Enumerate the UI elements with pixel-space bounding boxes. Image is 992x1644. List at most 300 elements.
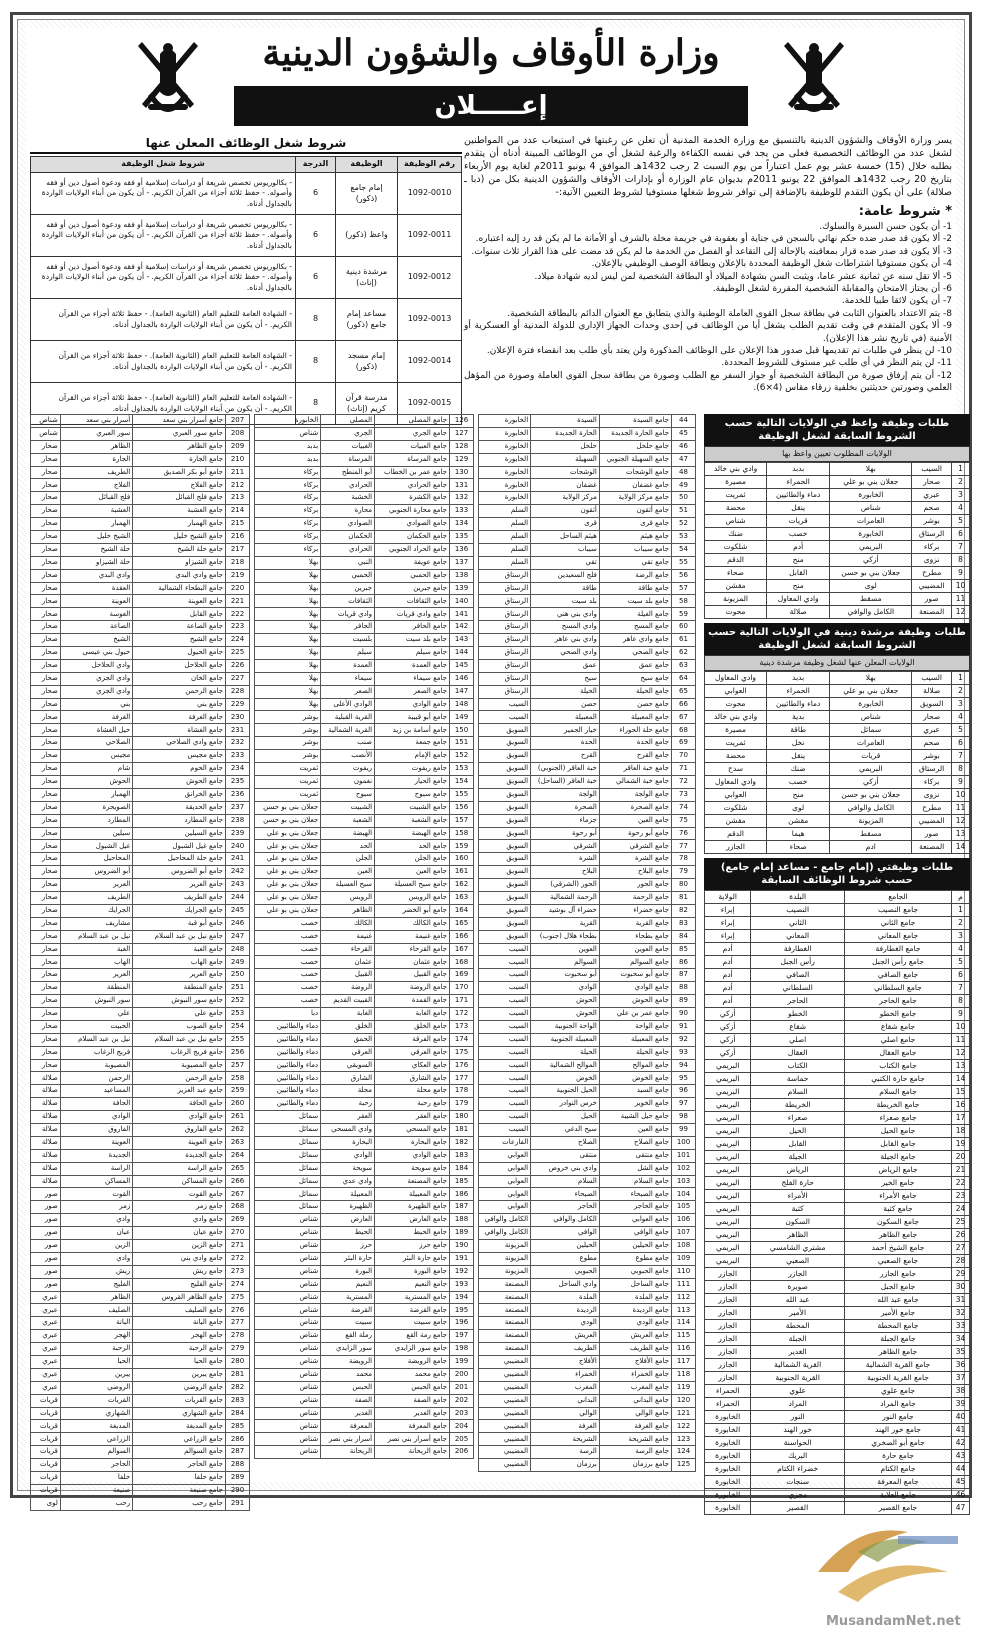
wilayat-cell: الحواسنة — [751, 1437, 845, 1450]
mosque-wilayat: صحار — [31, 582, 61, 595]
wilayat-cell: صعراء — [751, 1112, 845, 1125]
mosque-town: وادي بني خروص — [531, 1162, 600, 1175]
mosque-row — [255, 1368, 474, 1381]
mosque-table — [30, 414, 250, 1511]
mosque-town: الحاجر — [60, 1459, 132, 1472]
mosque-row — [31, 518, 250, 531]
mosque-town: سور النبوش — [60, 995, 132, 1008]
mosque-wilayat: صحار — [31, 505, 61, 518]
wilayat-cell: جامع القرية الشمالية — [844, 1359, 951, 1372]
mosque-row — [255, 492, 474, 505]
wilayat-cell: القرية الجنوبية — [751, 1372, 845, 1385]
mosque-town: الرويس — [321, 891, 375, 904]
mosque-number: 275 — [226, 1291, 250, 1304]
mosque-row — [479, 647, 696, 660]
mosque-number: 252 — [226, 995, 250, 1008]
mosque-name: جامع المعرفة — [375, 1420, 450, 1433]
mosque-row — [31, 1085, 250, 1098]
header-title: الوظيفة — [336, 157, 398, 173]
mosque-number: 274 — [226, 1278, 250, 1291]
wilayat-cell: المصنعة — [912, 606, 952, 619]
row-number: 30 — [952, 1281, 970, 1294]
murshida-subtitle: الولايات المعلن عنها لشغل وظيفة مرشدة دينية — [704, 655, 970, 671]
mosque-wilayat: السيب — [479, 956, 531, 969]
mosque-wilayat: شناص — [255, 1420, 321, 1433]
mosque-row — [479, 840, 696, 853]
mosque-wilayat: الرستاق — [479, 569, 531, 582]
mosque-number: 70 — [672, 750, 696, 763]
mosque-number: 238 — [226, 814, 250, 827]
mosque-number: 211 — [226, 466, 250, 479]
mosque-town: السيدة — [531, 415, 600, 428]
mosque-number: 172 — [450, 1007, 474, 1020]
mosque-name: جامع وادي البدي — [133, 569, 226, 582]
wilayat-cell: جامع رأس الجبل — [844, 956, 951, 969]
wilayat-cell: العامرات — [830, 515, 912, 528]
imam-row — [705, 1411, 970, 1424]
mosque-row — [255, 1214, 474, 1227]
mosque-wilayat: بركاء — [255, 531, 321, 544]
vacancy-panel — [704, 414, 970, 1515]
mosque-town: البداني — [531, 1394, 600, 1407]
wilayat-cell: العوابي — [705, 685, 767, 698]
wilayat-cell: قريات — [767, 515, 830, 528]
mosque-town: نيل بن عبد السلام — [60, 1033, 132, 1046]
mosque-wilayat: شناص — [255, 1433, 321, 1446]
mosque-town: وادي الجزي — [60, 672, 132, 685]
mosque-row — [479, 1136, 696, 1149]
job-title: إمام مسجد (ذكور) — [336, 341, 398, 383]
mosque-row — [31, 1252, 250, 1265]
murshida-row — [705, 737, 970, 750]
mosque-row — [31, 672, 250, 685]
mosque-town: الصلاحي — [60, 737, 132, 750]
mosque-number: 251 — [226, 982, 250, 995]
row-number: 13 — [952, 828, 970, 841]
job-grade: 6 — [296, 173, 336, 215]
mosque-town: الشيخ — [60, 634, 132, 647]
mosque-row — [31, 453, 250, 466]
mosque-number: 244 — [226, 891, 250, 904]
imam-row — [705, 1216, 970, 1229]
mosque-row — [479, 1111, 696, 1124]
mosque-town: الهجر — [60, 1330, 132, 1343]
wilayat-cell: كثبة — [751, 1203, 845, 1216]
imam-row — [705, 1333, 970, 1346]
mosque-wilayat: بهلا — [255, 556, 321, 569]
mosque-row — [255, 982, 474, 995]
mosque-wilayat: السويق — [479, 879, 531, 892]
mosque-number: 280 — [226, 1356, 250, 1369]
mosque-town: المرساة — [321, 453, 375, 466]
mosque-name: جامع الحيلة — [599, 685, 671, 698]
mosque-wilayat: السويق — [479, 853, 531, 866]
mosque-name: جامع الحاجر — [133, 1459, 226, 1472]
mosque-town: علي — [60, 1007, 132, 1020]
job-conditions: - الشهادة العامة للتعليم العام (الثانوية العامة). - حفظ ثلاثة أجزاء من القرآن الكريم. - أن يكون من أبناء الولايات الواردة بالجداول أدناه. — [31, 383, 296, 425]
mosque-town: الحوش — [531, 1007, 600, 1020]
mosque-row — [255, 1240, 474, 1253]
wilayat-cell: صور — [912, 593, 952, 606]
mosque-town: خرس النوادر — [531, 1098, 600, 1111]
mosque-name: جامع رمة القع — [375, 1330, 450, 1343]
mosque-name: جامع القرية — [599, 917, 671, 930]
mosque-name: جامع الصيحاء — [599, 1188, 671, 1201]
row-number: 8 — [952, 554, 970, 567]
mosque-wilayat: خصب — [255, 995, 321, 1008]
mosque-town: منتقى — [531, 1149, 600, 1162]
mosque-name: جامع الحوم — [133, 763, 226, 776]
mosque-name: جامع فريج الرغاب — [133, 1046, 226, 1059]
mosque-row — [255, 1046, 474, 1059]
wilayat-cell: خضراء الكتام — [751, 1463, 845, 1476]
mosque-town: زمر — [60, 1201, 132, 1214]
mosque-town: الراسة — [60, 1162, 132, 1175]
mosque-name: جامع الحور — [599, 879, 671, 892]
mosque-town: وادي الصحي — [531, 647, 600, 660]
row-number: 18 — [952, 1125, 970, 1138]
mosque-town: الغبيات — [321, 440, 375, 453]
wa3iz-row — [705, 463, 970, 476]
mosque-number: 144 — [450, 647, 474, 660]
imam-row — [705, 1203, 970, 1216]
mosque-town: العوين — [531, 943, 600, 956]
ministry-title: وزارة الأوقاف والشؤون الدينية — [262, 32, 720, 74]
mosque-name: جامع العريش — [599, 1330, 671, 1343]
mosque-number: 223 — [226, 621, 250, 634]
mosque-name: جامع مطوع — [599, 1252, 671, 1265]
wilayat-cell: أزكي — [705, 1021, 751, 1034]
mosque-row — [479, 492, 696, 505]
mosque-wilayat: صحار — [31, 930, 61, 943]
wilayat-cell: السلطاني — [751, 982, 845, 995]
row-number: 5 — [952, 515, 970, 528]
mosque-name: جامع سيوح — [375, 788, 450, 801]
mosque-row — [31, 1330, 250, 1343]
mosque-number: 257 — [226, 1059, 250, 1072]
mosque-town: الجلن — [321, 853, 375, 866]
mosque-number: 93 — [672, 1046, 696, 1059]
mosque-town: محارة — [321, 505, 375, 518]
mosque-row — [255, 1007, 474, 1020]
mosque-wilayat: المضيبي — [479, 1420, 531, 1433]
imam-row — [705, 1073, 970, 1086]
mosque-town: الواحة الجنوبية — [531, 1020, 600, 1033]
mosque-wilayat: المصنعة — [479, 1330, 531, 1343]
mosque-row — [31, 1368, 250, 1381]
mosque-number: 213 — [226, 492, 250, 505]
mosque-wilayat: عبري — [31, 1343, 61, 1356]
mosque-wilayat: الخابورة — [479, 453, 531, 466]
mosque-town: الروضة — [321, 982, 375, 995]
mosque-name: جامع سيح — [599, 672, 671, 685]
wa3iz-row — [705, 502, 970, 515]
mosque-name: جامع الواحة — [599, 1020, 671, 1033]
mosque-row — [479, 775, 696, 788]
mosque-name: جامع الراسة — [133, 1162, 226, 1175]
mosque-wilayat: سمائل — [255, 1149, 321, 1162]
mosque-wilayat: صحار — [31, 634, 61, 647]
mosque-town: الحبس — [321, 1381, 375, 1394]
mosque-name: جامع العوينة — [133, 1136, 226, 1149]
mosque-number: 168 — [450, 956, 474, 969]
mosque-wilayat: السويق — [479, 737, 531, 750]
mosque-row — [31, 930, 250, 943]
mosque-number: 176 — [450, 1059, 474, 1072]
mosque-name: جامع الهاب — [133, 956, 226, 969]
mosque-row — [479, 1175, 696, 1188]
mosque-number: 219 — [226, 569, 250, 582]
row-number: 26 — [952, 1229, 970, 1242]
mosque-name: جامع السيلين — [133, 827, 226, 840]
wilayat-cell: جامع القصير — [844, 1502, 951, 1515]
wilayat-cell: علوي — [751, 1385, 845, 1398]
mosque-name: جامع الشارق — [375, 1072, 450, 1085]
mosque-number: 44 — [672, 415, 696, 428]
wilayat-cell: المضيبي — [912, 580, 952, 593]
mosque-town: الصلاح — [531, 1136, 600, 1149]
mosque-name: جامع بلد سيت — [599, 595, 671, 608]
mosque-number: 125 — [672, 1459, 696, 1472]
mosque-row — [479, 1162, 696, 1175]
imam-row — [705, 1372, 970, 1385]
row-number: 6 — [952, 969, 970, 982]
mosque-name: جامع عثمان — [375, 956, 450, 969]
mosque-number: 260 — [226, 1098, 250, 1111]
mosque-wilayat: دماء والطائيين — [255, 1046, 321, 1059]
wilayat-cell: الخابورة — [705, 1437, 751, 1450]
mosque-number: 235 — [226, 775, 250, 788]
wilayat-cell: الجازر — [705, 1333, 751, 1346]
mosque-wilayat: شناص — [255, 1446, 321, 1459]
mosque-town: الحمق — [321, 1033, 375, 1046]
header-code: رقم الوظيفة — [398, 157, 462, 173]
mosque-number: 95 — [672, 1072, 696, 1085]
mosque-name: جامع الوالي — [599, 1407, 671, 1420]
mosque-town: الصاعة — [60, 621, 132, 634]
mosque-town: المغرب — [531, 1381, 600, 1394]
row-number: 46 — [952, 1489, 970, 1502]
mosque-row — [479, 1343, 696, 1356]
row-number: 4 — [952, 502, 970, 515]
wilayat-cell: أدم — [767, 541, 830, 554]
mosque-row — [31, 1484, 250, 1497]
mosque-wilayat: المزيونة — [479, 1252, 531, 1265]
murshida-row — [705, 711, 970, 724]
job-code: 1092-0014 — [398, 341, 462, 383]
mosque-row — [479, 1098, 696, 1111]
imam-row — [705, 1177, 970, 1190]
mosque-row — [31, 440, 250, 453]
mosque-row — [31, 1459, 250, 1472]
mosque-town: مجيس — [60, 750, 132, 763]
mosque-town: العقر — [321, 1111, 375, 1124]
row-number: 10 — [952, 1021, 970, 1034]
mosque-town: الأنصب — [321, 750, 375, 763]
mosque-row — [255, 1111, 474, 1124]
mosque-wilayat: صحار — [31, 775, 61, 788]
mosque-row — [479, 1291, 696, 1304]
imam-row — [705, 1320, 970, 1333]
mosque-number: 115 — [672, 1330, 696, 1343]
mosque-wilayat: الخابورة — [255, 415, 321, 428]
mosque-wilayat: صحار — [31, 827, 61, 840]
mosque-wilayat: صحار — [31, 608, 61, 621]
mosque-name: جامع الغابة — [375, 1007, 450, 1020]
mosque-town: الثقافات — [321, 595, 375, 608]
mosque-number: 248 — [226, 943, 250, 956]
mosque-wilayat: العوابي — [479, 1162, 531, 1175]
mosque-wilayat: ثمريت — [255, 775, 321, 788]
mosque-number: 129 — [450, 453, 474, 466]
wilayat-cell: الرياض — [751, 1164, 845, 1177]
mosque-wilayat: بهلا — [255, 698, 321, 711]
mosque-row — [255, 801, 474, 814]
row-number: 31 — [952, 1294, 970, 1307]
wa3iz-title: طلبات وظيفة واعظ في الولايات التالية حسب الشروط السابقة لشغل الوظيفة — [704, 414, 970, 446]
wilayat-cell: خور الهند — [751, 1424, 845, 1437]
mosque-row — [479, 1394, 696, 1407]
mosque-town: الوالي — [531, 1407, 600, 1420]
mosque-name: جامع سيباب — [599, 543, 671, 556]
mosque-name: جامع الشعبة — [375, 814, 450, 827]
wilayat-cell: جامع النصيب — [844, 904, 951, 917]
mosque-wilayat: خصب — [255, 943, 321, 956]
mosque-wilayat: المصنعة — [479, 1343, 531, 1356]
mosque-row — [479, 1356, 696, 1369]
mosque-town: عثمان — [321, 956, 375, 969]
mosque-town: حلة الشيخ — [60, 543, 132, 556]
mosque-wilayat: بهلا — [255, 685, 321, 698]
mosque-wilayat: صلالة — [31, 1162, 61, 1175]
mosque-row — [31, 1394, 250, 1407]
mosque-town: سيح الدغي — [531, 1123, 600, 1136]
mosque-wilayat: شناص — [255, 1214, 321, 1227]
wilayat-cell: مطرح — [912, 567, 952, 580]
wilayat-cell: جامع الخريطة — [844, 1099, 951, 1112]
mosque-town: العوينة — [60, 595, 132, 608]
mosque-wilayat: عبري — [31, 1330, 61, 1343]
mosque-number: 153 — [450, 763, 474, 776]
mosque-number: 255 — [226, 1033, 250, 1046]
job-grade: 8 — [296, 299, 336, 341]
mosque-number: 96 — [672, 1085, 696, 1098]
wilayat-cell: ينقل — [767, 750, 830, 763]
mosque-town: الكالك — [321, 917, 375, 930]
mosque-wilayat: السيب — [479, 1072, 531, 1085]
imam-header-num: م — [952, 891, 970, 904]
mosque-name: جامع الفلاج — [133, 479, 226, 492]
mosque-row — [479, 531, 696, 544]
wilayat-cell: صحاء — [705, 567, 767, 580]
wilayat-cell: جامع الكتاب — [844, 1060, 951, 1073]
mosque-number: 262 — [226, 1123, 250, 1136]
wilayat-cell: أدم — [705, 956, 751, 969]
mosque-town: الوادي الأعلى — [321, 698, 375, 711]
condition-item: 5- ألا تقل سنه عن ثمانية عشر عاما، ويثبت السن بشهادة الميلاد أو البطاقة الشخصية لمن ليس لديه شهادة ميلاد. — [534, 271, 952, 282]
mosque-row — [31, 582, 250, 595]
mosque-number: 134 — [450, 518, 474, 531]
wilayat-cell: جامع المراد — [844, 1398, 951, 1411]
wilayat-cell: الصعبي — [751, 1255, 845, 1268]
wilayat-cell: جامع الصعبي — [844, 1255, 951, 1268]
mosque-number: 65 — [672, 685, 696, 698]
mosque-number: 206 — [450, 1446, 474, 1459]
mosque-wilayat: جعلان بني بو علي — [255, 879, 321, 892]
mosque-wilayat: صور — [31, 1265, 61, 1278]
mosque-wilayat: جعلان بني بو علي — [255, 853, 321, 866]
mosque-town: وادي عدي — [321, 1175, 375, 1188]
mosque-wilayat: قريات — [31, 1459, 61, 1472]
mosque-row — [31, 492, 250, 505]
mosque-number: 92 — [672, 1033, 696, 1046]
wilayat-cell: المحطة — [751, 1320, 845, 1333]
mosque-row — [255, 1136, 474, 1149]
wilayat-cell: ثمريت — [705, 489, 767, 502]
mosque-row — [31, 982, 250, 995]
mosque-row — [255, 1033, 474, 1046]
mosque-name: جامع الشبيت — [375, 801, 450, 814]
mosque-row — [31, 1265, 250, 1278]
mosque-name: جامع المعبيلة — [375, 1188, 450, 1201]
wilayat-cell: الكتاب — [751, 1060, 845, 1073]
mosque-name: جامع أثقون — [599, 505, 671, 518]
mosque-town: الرسة — [531, 1446, 600, 1459]
job-title: مساعد إمام جامع (ذكور) — [336, 299, 398, 341]
wilayat-cell: محوت — [705, 698, 767, 711]
wilayat-cell: جامع الغطارفة — [844, 943, 951, 956]
mosque-town: ريش — [60, 1265, 132, 1278]
mosque-row — [479, 711, 696, 724]
mosque-wilayat: السويق — [479, 814, 531, 827]
job-title: إمام جامع (ذكور) — [336, 173, 398, 215]
mosque-name: جامع غيل الشبول — [133, 840, 226, 853]
mosque-name: جامع الحبس — [375, 1381, 450, 1394]
mosque-row — [255, 505, 474, 518]
mosque-wilayat: صحار — [31, 917, 61, 930]
mosque-row — [31, 763, 250, 776]
mosque-number: 76 — [672, 827, 696, 840]
mosque-wilayat: صحار — [31, 659, 61, 672]
wilayat-cell: الخابورة — [705, 1450, 751, 1463]
mosque-number: 166 — [450, 930, 474, 943]
mosque-name: جامع وادي بني — [133, 1252, 226, 1265]
mosque-number: 94 — [672, 1059, 696, 1072]
wilayat-cell: جامع العلاية — [844, 1489, 951, 1502]
mosque-wilayat: المضيبي — [479, 1368, 531, 1381]
mosque-row — [255, 724, 474, 737]
mosque-name: جامع الرديدة — [599, 1304, 671, 1317]
mosque-name: جامع بطحاء — [599, 930, 671, 943]
mosque-wilayat: صلالة — [31, 1085, 61, 1098]
mosque-name: جامع الوادي — [375, 1149, 450, 1162]
mosque-number: 229 — [226, 698, 250, 711]
mosque-number: 278 — [226, 1330, 250, 1343]
condition-item: 10- لن ينظر في طلبات تم تقديمها قبل صدور هذا الإعلان على الوظائف المذكورة ولن يعتد بأي طلب بعد انقضاء فترة الإعلان. — [486, 346, 952, 357]
mosque-number: 189 — [450, 1227, 474, 1240]
row-number: 1 — [952, 904, 970, 917]
mosque-row — [31, 1240, 250, 1253]
mosque-name: جامع السيد — [599, 1085, 671, 1098]
wilayat-cell: جعلان بني بو حسن — [830, 567, 912, 580]
wilayat-cell: البريمي — [705, 1112, 751, 1125]
mosque-row — [479, 1059, 696, 1072]
wilayat-cell: القصير — [751, 1502, 845, 1515]
mosque-town: المعبيلة الجنوبية — [531, 1033, 600, 1046]
mosque-wilayat: جعلان بني بو حسن — [255, 801, 321, 814]
mosque-town: الهمبار — [60, 788, 132, 801]
wilayat-cell: شقاع — [751, 1021, 845, 1034]
